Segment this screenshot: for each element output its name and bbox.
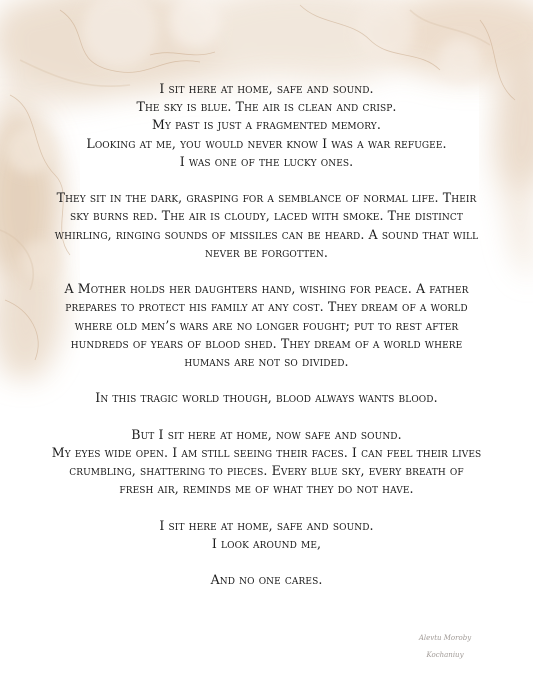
poem-line: They sit in the dark, grasping for a semblance of normal life. Their <box>56 190 477 206</box>
poem-line: humans are not so divided. <box>184 354 349 370</box>
stanza-6 <box>0 517 533 553</box>
poem-line: hundreds of years of blood shed. They dream of a world where <box>70 335 463 351</box>
signature-line-2: Kochaniuy <box>426 651 464 659</box>
poem-line: whirling, ringing sounds of missiles can be heard. A sound that will <box>54 226 479 242</box>
poem-line: Looking at me, you would never know I was a war refugee. <box>86 135 447 151</box>
stanza-1 <box>0 80 533 171</box>
poem-line: My eyes wide open. I am still seeing their faces. I can feel their lives <box>51 445 482 460</box>
poem-line: A Mother holds her daughters hand, wishing for peace. A father <box>64 281 469 297</box>
poem-line: My past is just a fragmented memory. <box>152 117 381 133</box>
signature-line-1: Alevtu Moroby <box>418 634 472 642</box>
poem-line: crumbling, shattering to pieces. Every blue sky, every breath of <box>69 463 464 479</box>
poem-line: prepares to protect his family at any cost. They dream of a world <box>65 299 468 315</box>
stanza-3 <box>0 280 533 371</box>
poem-line: I look around me, <box>211 536 322 551</box>
poem-line: fresh air, reminds me of what they do not have. <box>119 481 414 497</box>
poem-line: The sky is blue. The air is clean and crisp. <box>136 99 397 115</box>
poem-line: In this tragic world though, blood always wants blood. <box>95 390 438 406</box>
poem-body <box>0 80 533 608</box>
poem-line: But I sit here at home, now safe and sound. <box>131 426 402 442</box>
stanza-7 <box>0 571 533 589</box>
poem-line: And no one cares. <box>210 572 323 588</box>
poem-line: never be forgotten. <box>205 244 328 260</box>
poem-line: I was one of the lucky ones. <box>179 153 354 169</box>
poem-line: I sit here at home, safe and sound. <box>159 81 374 96</box>
poem-line: where old men’s wars are no longer fought; put to rest after <box>74 317 459 333</box>
stanza-4 <box>0 389 533 407</box>
poem-line: I sit here at home, safe and sound. <box>159 517 374 533</box>
author-signature <box>390 630 500 664</box>
stanza-2 <box>0 189 533 262</box>
stanza-5 <box>0 426 533 499</box>
poem-line: sky burns red. The air is cloudy, laced with smoke. The distinct <box>70 208 463 224</box>
